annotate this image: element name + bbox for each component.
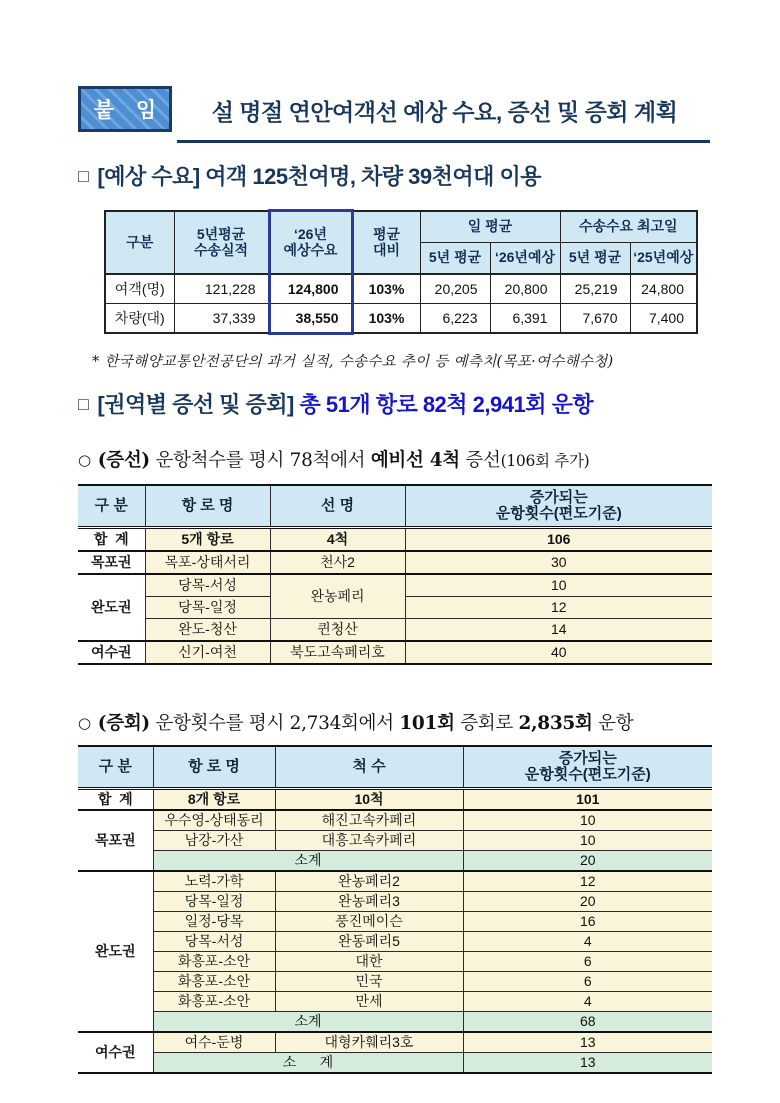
subtotal-count-cell: 20 xyxy=(463,850,712,871)
header-cell xyxy=(405,485,712,528)
ship-cell: 해진고속카페리 xyxy=(275,810,463,831)
count-cell: 101 xyxy=(463,788,712,810)
section-routes-heading xyxy=(78,388,710,419)
subtotal-count-cell: 68 xyxy=(463,1011,712,1032)
value-cell: 103% xyxy=(352,274,420,304)
subtotal-cell: 소 계 xyxy=(153,1052,463,1073)
header-line: 평균 xyxy=(372,225,401,242)
header-line: 대비 xyxy=(372,242,401,258)
ship-cell: 대형카훼리3호 xyxy=(275,1032,463,1053)
route-cell: 일정-당목 xyxy=(153,911,275,931)
table-row xyxy=(105,211,697,243)
route-cell: 8개 항로 xyxy=(153,788,275,810)
value-cell: 20,800 xyxy=(490,274,560,304)
add-vessel-table xyxy=(78,484,712,665)
region-cell: 합 계 xyxy=(78,527,145,551)
region-cell: 여수권 xyxy=(78,1032,153,1073)
count-cell: 6 xyxy=(463,951,712,971)
row-label: 여객(명) xyxy=(105,274,174,304)
subheading-add-frequency xyxy=(78,709,710,735)
attachment-badge: 붙 임 xyxy=(78,86,172,132)
header-cell: 구분 xyxy=(105,211,174,274)
route-cell: 남강-가산 xyxy=(153,830,275,850)
table-row xyxy=(78,991,712,1011)
route-cell: 목포-상태서리 xyxy=(145,551,270,574)
subheading-text: 증회로 xyxy=(454,712,519,734)
route-cell: 당목-서성 xyxy=(145,574,270,597)
header-cell: 일 평균 xyxy=(420,211,560,243)
total-row xyxy=(78,527,712,551)
region-cell: 합 계 xyxy=(78,788,153,810)
value-cell-highlighted: 38,550 xyxy=(269,303,352,333)
value-cell: 6,391 xyxy=(490,303,560,333)
value-cell: 20,205 xyxy=(420,274,490,304)
circle-bullet-icon: ○ xyxy=(78,450,91,469)
table-row xyxy=(78,641,712,664)
header-cell: 5년 평균 xyxy=(420,242,490,274)
subtotal-row xyxy=(78,1052,712,1073)
value-cell: 25,219 xyxy=(560,274,630,304)
count-cell: 6 xyxy=(463,971,712,991)
table-row xyxy=(78,911,712,931)
ship-cell: 완농페리2 xyxy=(275,871,463,892)
footnote: * 한국해양교통안전공단의 과거 실적, 수송수요 추이 등 예측치(목포·여수해수청) xyxy=(92,353,614,370)
count-cell: 12 xyxy=(405,596,712,618)
ship-cell: 완동페리5 xyxy=(275,931,463,951)
route-cell: 신기-여천 xyxy=(145,641,270,664)
route-cell: 5개 항로 xyxy=(145,527,270,551)
route-cell: 화흥포-소안 xyxy=(153,991,275,1011)
header-cell: 구 분 xyxy=(78,485,145,528)
header-cell-highlighted xyxy=(269,211,352,274)
region-cell: 완도권 xyxy=(78,871,153,1032)
table-row xyxy=(78,931,712,951)
value-cell: 7,400 xyxy=(630,303,697,333)
table-header-row xyxy=(78,746,712,789)
header-line: 운항횟수(편도기준) xyxy=(495,504,622,522)
header-cell: 구 분 xyxy=(78,746,153,789)
header-line: 수송실적 xyxy=(193,242,249,258)
region-cell: 목포권 xyxy=(78,810,153,871)
count-cell: 10 xyxy=(463,810,712,831)
header-line: 증가되는 xyxy=(529,488,588,506)
total-row xyxy=(78,788,712,810)
subheading-text: 증선 xyxy=(459,449,501,471)
value-cell: 24,800 xyxy=(630,274,697,304)
ship-cell: 10척 xyxy=(275,788,463,810)
subheading-add-vessels xyxy=(78,446,710,472)
count-cell: 14 xyxy=(405,618,712,641)
header-cell xyxy=(352,211,420,274)
header-line: ‘26년 xyxy=(294,226,327,243)
route-cell: 화흥포-소안 xyxy=(153,971,275,991)
section-demand-heading xyxy=(78,160,710,191)
ship-cell: 풍진메이슨 xyxy=(275,911,463,931)
subheading-tag: (증선) xyxy=(97,449,150,471)
header-cell xyxy=(463,746,712,789)
count-cell: 10 xyxy=(463,830,712,850)
subheading-strong: 예비선 4척 xyxy=(370,449,460,471)
region-cell: 완도권 xyxy=(78,574,145,641)
table-row xyxy=(78,810,712,831)
table-row xyxy=(78,551,712,574)
table-row xyxy=(78,574,712,597)
subtotal-cell: 소계 xyxy=(153,850,463,871)
value-cell: 37,339 xyxy=(174,303,269,333)
route-cell: 화흥포-소안 xyxy=(153,951,275,971)
subheading-strong: 101회 xyxy=(399,712,455,734)
frequency-table xyxy=(78,745,712,1074)
route-cell: 당목-일정 xyxy=(145,596,270,618)
table-row xyxy=(78,1032,712,1053)
table-row-vehicles xyxy=(105,303,697,333)
count-cell: 40 xyxy=(405,641,712,664)
subtotal-row xyxy=(78,1011,712,1032)
subheading-text: 운항 xyxy=(592,712,634,734)
row-label: 차량(대) xyxy=(105,303,174,333)
header-cell: 척 수 xyxy=(275,746,463,789)
subtotal-count-cell: 13 xyxy=(463,1052,712,1073)
ship-cell: 완농페리3 xyxy=(275,891,463,911)
table-row xyxy=(78,618,712,641)
value-cell: 7,670 xyxy=(560,303,630,333)
ship-cell: 북도고속페리호 xyxy=(270,641,405,664)
header-line: 증가되는 xyxy=(558,749,617,767)
header-cell: 수송수요 최고일 xyxy=(560,211,697,243)
route-cell: 여수-둔병 xyxy=(153,1032,275,1053)
value-cell: 6,223 xyxy=(420,303,490,333)
subtotal-row xyxy=(78,850,712,871)
ship-cell: 천사2 xyxy=(270,551,405,574)
table-row-passengers xyxy=(105,274,697,304)
table-row xyxy=(78,971,712,991)
header-cell xyxy=(174,211,269,274)
count-cell: 12 xyxy=(463,871,712,892)
table-row xyxy=(78,951,712,971)
count-cell: 30 xyxy=(405,551,712,574)
title-row xyxy=(78,86,710,143)
ship-cell: 대흥고속카페리 xyxy=(275,830,463,850)
count-cell: 20 xyxy=(463,891,712,911)
header-cell: ‘26년예상 xyxy=(490,242,560,274)
region-cell: 여수권 xyxy=(78,641,145,664)
route-cell: 노력-가학 xyxy=(153,871,275,892)
circle-bullet-icon: ○ xyxy=(78,713,91,732)
count-cell: 4 xyxy=(463,931,712,951)
region-cell: 목포권 xyxy=(78,551,145,574)
table-row xyxy=(78,830,712,850)
count-cell: 10 xyxy=(405,574,712,597)
route-cell: 우수영-상태동리 xyxy=(153,810,275,831)
count-cell: 4 xyxy=(463,991,712,1011)
count-cell: 16 xyxy=(463,911,712,931)
header-line: 예상수요 xyxy=(283,242,338,259)
route-cell: 당목-서성 xyxy=(153,931,275,951)
table-header-row xyxy=(78,485,712,528)
doc-title: 설 명절 연안여객선 예상 수요, 증선 및 증회 계획 xyxy=(177,86,710,143)
value-cell: 103% xyxy=(352,303,420,333)
header-cell: ‘25년예상 xyxy=(630,242,697,274)
route-cell: 당목-일정 xyxy=(153,891,275,911)
subheading-note: (106회 추가) xyxy=(500,451,590,470)
square-bullet-icon: □ xyxy=(78,393,89,414)
ship-cell: 대한 xyxy=(275,951,463,971)
header-line: 운항횟수(편도기준) xyxy=(524,765,651,783)
header-cell: 항 로 명 xyxy=(145,485,270,528)
route-cell: 완도-청산 xyxy=(145,618,270,641)
header-cell: 선 명 xyxy=(270,485,405,528)
section-routes-emphasis: 총 51개 항로 82척 2,941회 운항 xyxy=(299,391,594,417)
subheading-strong: 2,835회 xyxy=(518,712,593,734)
subtotal-cell: 소계 xyxy=(153,1011,463,1032)
value-cell-highlighted: 124,800 xyxy=(269,274,352,304)
ship-cell: 퀸청산 xyxy=(270,618,405,641)
header-line: 5년평균 xyxy=(196,225,246,242)
ship-cell: 민국 xyxy=(275,971,463,991)
ship-cell: 4척 xyxy=(270,527,405,551)
demand-table xyxy=(104,209,698,335)
subheading-tag: (증회) xyxy=(97,712,150,734)
subheading-text: 운항척수를 평시 78척에서 xyxy=(149,449,371,471)
subheading-text: 운항횟수를 평시 2,734회에서 xyxy=(149,712,400,734)
ship-cell: 만세 xyxy=(275,991,463,1011)
value-cell: 121,228 xyxy=(174,274,269,304)
header-cell: 5년 평균 xyxy=(560,242,630,274)
ship-cell: 완농페리 xyxy=(270,574,405,619)
table-row xyxy=(78,871,712,892)
header-cell: 항 로 명 xyxy=(153,746,275,789)
count-cell: 106 xyxy=(405,527,712,551)
section-demand-text: [예상 수요] 여객 125천여명, 차량 39천여대 이용 xyxy=(97,164,542,189)
count-cell: 13 xyxy=(463,1032,712,1053)
square-bullet-icon: □ xyxy=(78,166,89,186)
section-routes-label: [권역별 증선 및 증회] xyxy=(97,391,300,417)
table-row xyxy=(78,891,712,911)
